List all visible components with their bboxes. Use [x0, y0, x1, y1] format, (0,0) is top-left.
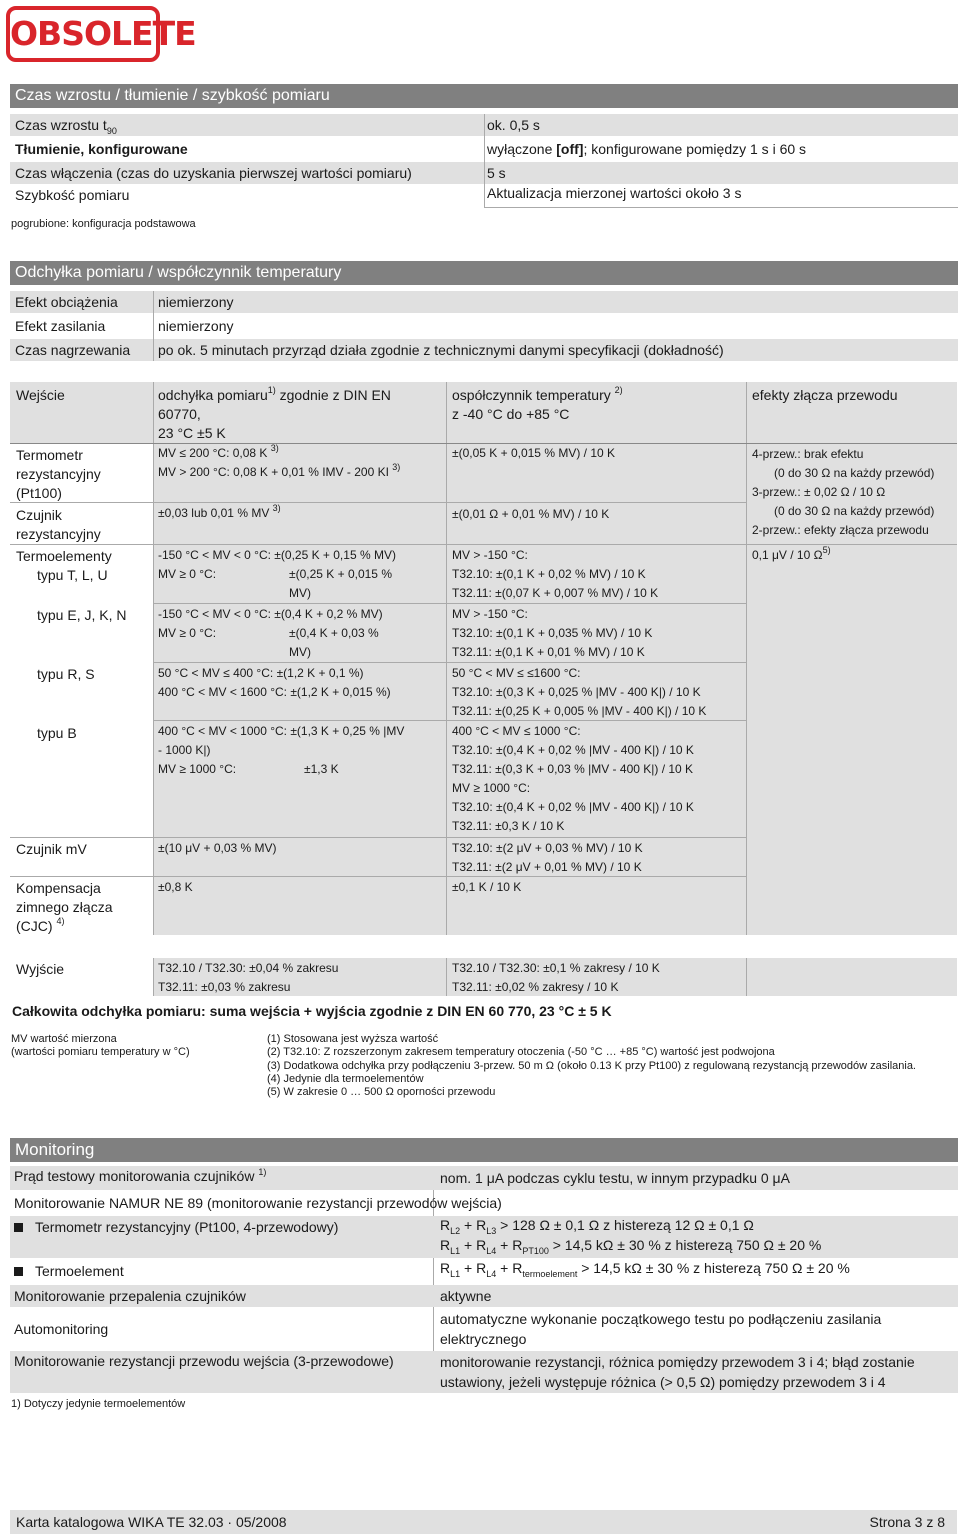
monitoring-footnote: 1) Dotyczy jedynie termoelementów: [11, 1398, 186, 1410]
label-mv-sensor: Czujnik mV: [16, 841, 87, 857]
tEJKN-deviation: -150 °C < MV < 0 °C: ±(0,4 K + 0,2 % MV) MV ≥ 0 °C: ±(0,4 K + 0,03 % MV): [158, 607, 383, 659]
tTLU-tempco: MV > -150 °C: T32.10: ±(0,1 K + 0,02 % MV) / 10 K T32.11: ±(0,07 K + 0,007 % MV) / 10 K: [452, 548, 659, 600]
label-type-b: typu B: [37, 725, 77, 741]
value: automatyczne wykonanie początkowego testu po podłączeniu zasilania elektrycznego: [440, 1311, 882, 1347]
label: Szybkość pomiaru: [15, 187, 130, 203]
value: niemierzony: [158, 318, 234, 334]
label-cjc: Kompensacja zimnego złącza (CJC) $^{4)}$: [16, 880, 113, 934]
value: 5 s: [487, 165, 506, 181]
output-tempco: T32.10 / T32.30: ±0,1 % zakresy / 10 K T32.11: ±0,02 % zakresy / 10 K: [452, 961, 660, 994]
header-deviation: odchyłka pomiaru$^{1)}$ zgodnie z DIN EN 60770, 23 °C ±5 K: [158, 385, 391, 441]
row-test-current: [10, 1166, 958, 1190]
row-lead-monitoring: [10, 1351, 958, 1393]
value: wyłączone [off]; konfigurowane pomiędzy 1 s i 60 s: [487, 141, 807, 157]
label: Prąd testowy monitorowania czujników $^{1)}$: [14, 1167, 267, 1184]
row-namur: [10, 1192, 958, 1214]
value: monitorowanie rezystancji, różnica pomiędzy przewodem 3 i 4; błąd zostanie ustawiony, jeżeli występuje różnica (> 0,5 Ω) pomiędzy przewodem 3 i 4: [440, 1354, 915, 1390]
row-tc-monitoring: [10, 1260, 958, 1284]
row-burnout: [10, 1285, 958, 1307]
cjc-deviation: ±0,8 K: [158, 880, 193, 894]
label: Termometr rezystancyjny (Pt100, 4-przewodowy): [14, 1219, 338, 1235]
label: Termoelement: [14, 1263, 124, 1279]
bullet-icon: [14, 1223, 23, 1232]
total-deviation: Całkowita odchyłka pomiaru: suma wejścia + wyjścia zgodnie z DIN EN 60 770, 23 °C ± 5 K: [12, 1003, 612, 1019]
tRS-tempco: 50 °C < MV ≤ ≤1600 °C: T32.10: ±(0,3 K + 0,025 % |MV - 400 K|) / 10 K T32.11: ±(0,25 K + 0,005 % |MV - 400 K|) / 10 K: [452, 666, 707, 718]
label: Efekt zasilania: [15, 318, 106, 334]
label: Monitorowanie NAMUR NE 89 (monitorowanie rezystancji przewodów wejścia): [14, 1195, 502, 1211]
label-rtd: Termometr rezystancyjny (Pt100): [16, 447, 101, 501]
label-resistance-sensor: Czujnik rezystancyjny: [16, 507, 101, 542]
section-title-monitoring: Monitoring: [10, 1138, 958, 1162]
tB-tempco: 400 °C < MV ≤ 1000 °C: T32.10: ±(0,4 K + 0,02 % |MV - 400 K|) / 10 K T32.11: ±(0,3 K + 0,03 % |MV - 400 K|) / 10 K MV ≥ 1000 °C: T32.10: ±(0,4 K + 0,02 % |MV - 400 K|) / 10 K T32.11: ±0,3 K / 10 K: [452, 724, 694, 833]
footer-catalog: Karta katalogowa WIKA TE 32.03 · 05/2008: [16, 1514, 287, 1530]
label-type-ejkn: typu E, J, K, N: [37, 607, 127, 623]
bullet-icon: [14, 1267, 23, 1276]
ohm-deviation: ±0,03 lub 0,01 % MV $^{3)}$: [158, 503, 281, 520]
mv-tempco: T32.10: ±(2 μV + 0,03 % MV) / 10 K T32.11: ±(2 μV + 0,01 % MV) / 10 K: [452, 841, 643, 874]
lead-effects: 4-przew.: brak efektu (0 do 30 Ω na każdy przewód) 3-przew.: ± 0,02 Ω / 10 Ω (0 do 30 Ω na każdy przewód) 2-przew.: efekty złącza przewodu: [752, 447, 935, 537]
mv-note: MV wartość mierzona (wartości pomiaru temperatury w °C): [11, 1033, 190, 1058]
tTLU-deviation: -150 °C < MV < 0 °C: ±(0,25 K + 0,15 % MV) MV ≥ 0 °C: ±(0,25 K + 0,015 % MV): [158, 548, 396, 600]
label: Czas nagrzewania: [15, 342, 131, 358]
header-input: Wejście: [16, 387, 65, 403]
rtd-tempco: ±(0,05 K + 0,015 % MV) / 10 K: [452, 446, 616, 460]
label: Czas wzrostu $t_{90}$: [15, 117, 117, 136]
value: nom. 1 μA podczas cyklu testu, w innym przypadku 0 μA: [440, 1170, 790, 1186]
value: $R_{L1} + R_{L4} + R_{termoelement} > 14,5$ kΩ ± 30 % z histerezą 750 Ω ± 20 %: [440, 1260, 850, 1279]
tRS-deviation: 50 °C < MV ≤ 400 °C: ±(1,2 K + 0,1 %) 400 °C < MV < 1600 °C: ±(1,2 K + 0,015 %): [158, 666, 391, 699]
label: Monitorowanie rezystancji przewodu wejścia (3-przewodowe): [14, 1353, 394, 1369]
label-output: Wyjście: [16, 961, 65, 977]
rtd-deviation: MV ≤ 200 °C: 0,08 K $^{3)}$ MV > 200 °C: 0,08 K + 0,01 % IMV - 200 KI $^{3)}$: [158, 443, 401, 479]
output-deviation: T32.10 / T32.30: ±0,04 % zakresu T32.11: ±0,03 % zakresu: [158, 961, 339, 994]
label-thermocouples: Termoelementy typu T, L, U: [16, 548, 112, 583]
section-title-response: Czas wzrostu / tłumienie / szybkość pomiaru: [10, 84, 958, 108]
value: po ok. 5 minutach przyrząd działa zgodnie z technicznymi danymi specyfikacji (dokładność): [158, 342, 724, 358]
label: Efekt obciążenia: [15, 294, 118, 310]
value: ok. 0,5 s: [487, 117, 540, 133]
value-1: $R_{L2} + R_{L3} > 128$ Ω ± 0,1 Ω z histerezą 12 Ω ± 0,1 Ω: [440, 1217, 754, 1236]
footer-page-number: Strona 3 z 8: [869, 1514, 945, 1530]
tc-lead-effect: 0,1 μV / 10 $\Omega^{5)}$: [752, 545, 831, 562]
section-title-deviation: Odchyłka pomiaru / współczynnik temperatury: [10, 261, 958, 285]
mv-deviation: ±(10 μV + 0,03 % MV): [158, 841, 277, 855]
label: Tłumienie, konfigurowane: [15, 141, 188, 157]
header-lead: efekty złącza przewodu: [752, 387, 898, 403]
bold-note: pogrubione: konfiguracja podstawowa: [11, 218, 196, 230]
value-2: $R_{L1} + R_{L4} + R_{PT100} > 14,5$ kΩ ± 30 % z histerezą 750 Ω ± 20 %: [440, 1237, 822, 1256]
value: aktywne: [440, 1288, 492, 1304]
ohm-tempco: ±(0,01 Ω + 0,01 % MV) / 10 K: [452, 507, 610, 521]
row-rtd-monitoring: [10, 1216, 958, 1258]
label-type-rs: typu R, S: [37, 666, 95, 682]
header-tempco: ospółczynnik temperatury $^{2)}$ z -40 °C do +85 °C: [452, 385, 623, 422]
row-automonitoring: [10, 1308, 958, 1350]
cjc-tempco: ±0,1 K / 10 K: [452, 880, 522, 894]
tB-deviation: 400 °C < MV < 1000 °C: ±(1,3 K + 0,25 % |MV - 1000 K|) MV ≥ 1000 °C: ±1,3 K: [158, 724, 405, 776]
footnotes: (1) Stosowana jest wyższa wartość (2) T32.10: Z rozszerzonym zakresem temperatury otoczenia (-50 °C … +85 °C) wartość jest podwojona (3) Dodatkowa odchyłka przy podłączeniu 3-przew. 50 m Ω (około 0.13 K przy Pt100) z regulowaną rezystancją przewodów zasilania. (4) Jedynie dla termoelementów (5) W zakresie 0 … 500 Ω oporności przewodu: [267, 1033, 916, 1099]
tEJKN-tempco: MV > -150 °C: T32.10: ±(0,1 K + 0,035 % MV) / 10 K T32.11: ±(0,1 K + 0,01 % MV) / 10 K: [452, 607, 653, 659]
label: Automonitoring: [14, 1321, 109, 1337]
obsolete-stamp: OBSOLETE: [6, 6, 160, 62]
value: Aktualizacja mierzonej wartości około 3 s: [487, 185, 742, 201]
label: Czas włączenia (czas do uzyskania pierwszej wartości pomiaru): [15, 165, 412, 181]
value: niemierzony: [158, 294, 234, 310]
label: Monitorowanie przepalenia czujników: [14, 1288, 246, 1304]
page-footer: [10, 1510, 957, 1534]
